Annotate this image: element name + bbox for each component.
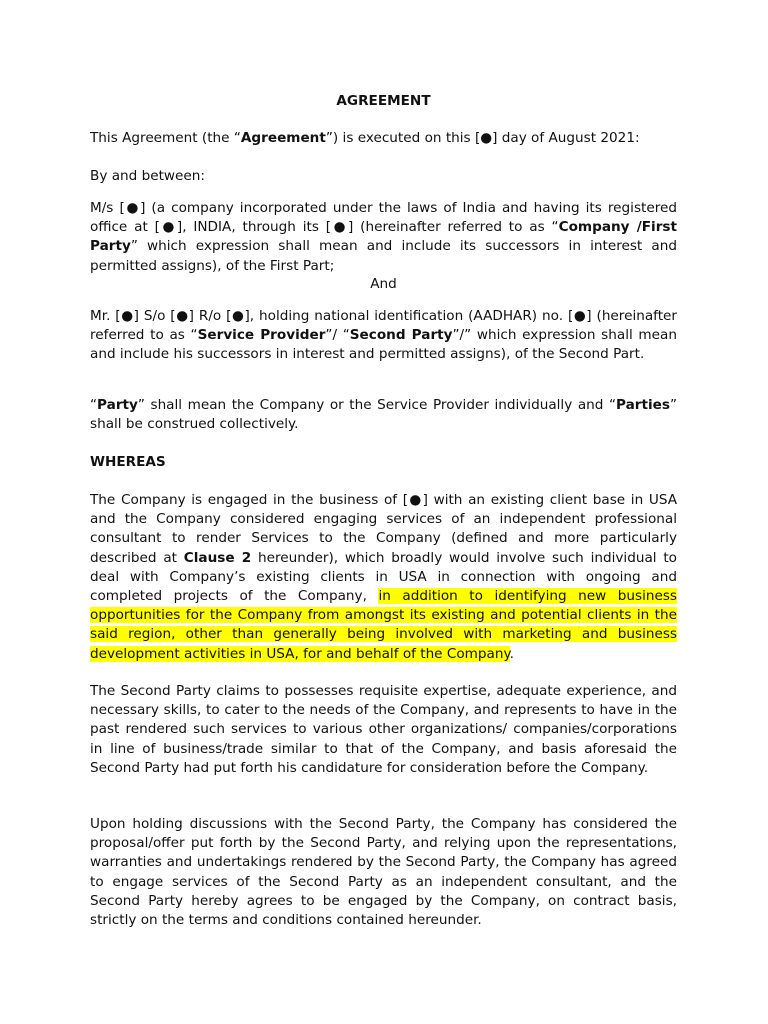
party-def-bold-party: Party	[97, 397, 138, 413]
intro-bold-agreement: Agreement	[240, 130, 326, 146]
recital-1-text-2: hereunder), which broadly would involve such individual to deal with Company’s existing clients in USA in connection with ongoing and completed projects of the Company,	[90, 549, 677, 605]
recital-1-bold-clause: Clause 2	[183, 549, 252, 566]
party-def-text-3: ” shall be construed collectively.	[90, 397, 677, 433]
second-party-text-3: ”/” which expression shall mean and include his successors in interest and permitted assigns), of the Second Part.	[90, 327, 677, 363]
recital-1-paragraph	[90, 491, 677, 664]
recital-2-paragraph: The Second Party claims to possesses requisite expertise, adequate experience, and necessary skills, to cater to the needs of the Company, and represents to have in the past rendered such services to various other organizations/ companies/corporations in line of business/trade similar to that of the Company, and basis aforesaid the Second Party had put forth his candidature for consideration before the Company.	[90, 683, 677, 776]
intro-paragraph	[90, 129, 677, 148]
whereas-heading: WHEREAS	[90, 454, 166, 470]
by-and-between: By and between:	[90, 168, 205, 184]
intro-text-2: ”) is executed on this [●] day of August 2021:	[325, 130, 640, 146]
party-def-bold-parties: Parties	[616, 397, 670, 413]
second-party-paragraph	[90, 307, 677, 365]
party-definition-paragraph	[90, 396, 677, 434]
recital-1-text-3: .	[509, 645, 514, 662]
intro-text-1: This Agreement (the “	[90, 130, 241, 146]
first-party-paragraph	[90, 199, 677, 276]
second-party-bold-service-provider: Service Provider	[197, 327, 326, 344]
document-title: AGREEMENT	[336, 93, 431, 109]
first-party-bold-name: Company /First Party	[90, 219, 677, 255]
party-def-text-2: ” shall mean the Company or the Service Provider individually and “	[137, 397, 616, 413]
party-def-text-1: “	[90, 397, 98, 413]
second-party-text-1: Mr. [●] S/o [●] R/o [●], holding national identification (AADHAR) no. [●] (hereinafter referred to as “	[90, 308, 677, 344]
recital-1-text-1: The Company is engaged in the business of [●] with an existing client base in USA and the Company considered engaging services of an independent professional consultant to render Services to the Company (defined and more particularly described at	[90, 492, 677, 566]
recital-1-highlighted-text: in addition to identifying new business opportunities for the Company from amongst its existing and potential clients in the said region, other than generally being involved with marketing and business development activities in USA, for and behalf of the Company	[90, 588, 677, 662]
second-party-text-2: ”/ “	[325, 327, 350, 344]
and-separator: And	[370, 276, 397, 292]
first-party-text-2: ” which expression shall mean and include its successors in interest and permitted assigns), of the First Part;	[90, 238, 677, 274]
first-party-text-1: M/s [●] (a company incorporated under the laws of India and having its registered office at [●], INDIA, through its [●] (hereinafter referred to as “	[90, 200, 677, 236]
recital-3-paragraph: Upon holding discussions with the Second Party, the Company has considered the proposal/offer put forth by the Second Party, and relying upon the representations, warranties and undertakings rendered by the Second Party, the Company has agreed to engage services of the Second Party as an independent consultant, and the Second Party hereby agrees to be engaged by the Company, on contract basis, strictly on the terms and conditions contained hereunder.	[90, 816, 677, 929]
second-party-bold-second-party: Second Party	[349, 327, 453, 344]
